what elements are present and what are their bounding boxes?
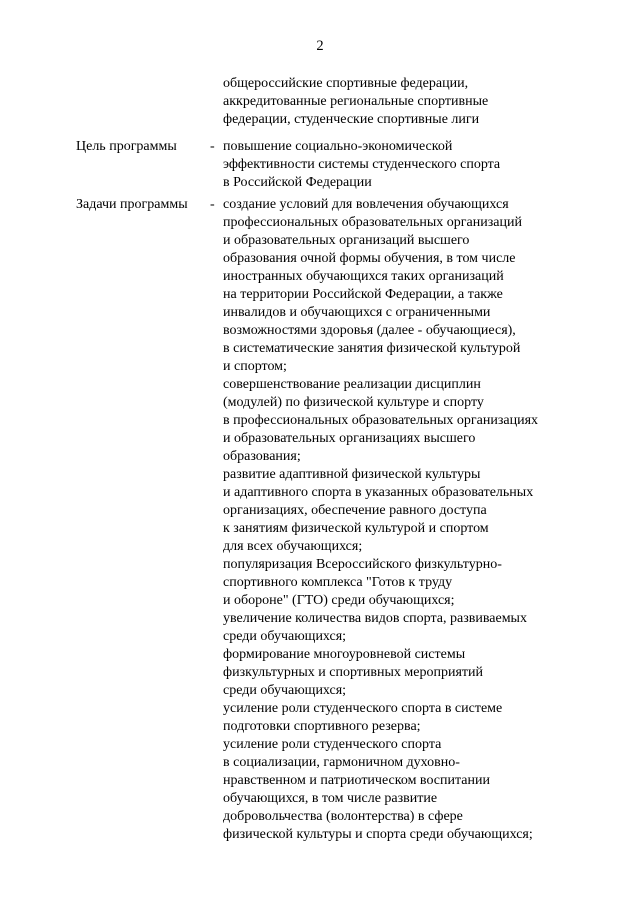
- tasks-line: профессиональных образовательных организаций: [223, 215, 522, 230]
- tasks-line: и обороне" (ГТО) среди обучающихся;: [223, 593, 455, 608]
- tasks-dash: -: [210, 197, 215, 212]
- tasks-line: обучающихся, в том числе развитие: [223, 791, 438, 806]
- intro-line: аккредитованные региональные спортивные: [223, 94, 489, 109]
- tasks-line: иностранных обучающихся таких организаций: [223, 269, 504, 284]
- tasks-line: формирование многоуровневой системы: [223, 647, 466, 662]
- tasks-line: организациях, обеспечение равного доступа: [223, 503, 487, 518]
- tasks-line: физической культуры и спорта среди обучающихся;: [223, 827, 533, 842]
- tasks-line: и образовательных организациях высшего: [223, 431, 476, 446]
- tasks-line: среди обучающихся;: [223, 683, 347, 698]
- tasks-line: в профессиональных образовательных организациях: [223, 413, 539, 428]
- tasks-line: усиление роли студенческого спорта в системе: [223, 701, 503, 716]
- tasks-line: нравственном и патриотическом воспитании: [223, 773, 490, 788]
- tasks-line: образования;: [223, 449, 301, 464]
- intro-text: [223, 75, 488, 129]
- tasks-line: и образовательных организаций высшего: [223, 233, 470, 248]
- goal-dash: -: [210, 139, 215, 154]
- tasks-line: и спортом;: [223, 359, 287, 374]
- goal-line: эффективности системы студенческого спорта: [223, 157, 501, 172]
- tasks-line: в систематические занятия физической культурой: [223, 341, 521, 356]
- tasks-line: добровольчества (волонтерства) в сфере: [223, 809, 463, 824]
- intro-line: общероссийские спортивные федерации,: [223, 76, 469, 91]
- tasks-line: к занятиям физической культурой и спортом: [223, 521, 489, 536]
- tasks-line: инвалидов и обучающихся с ограниченными: [223, 305, 491, 320]
- tasks-line: создание условий для вовлечения обучающихся: [223, 197, 509, 212]
- tasks-line: и адаптивного спорта в указанных образовательных: [223, 485, 534, 500]
- tasks-line: на территории Российской Федерации, а также: [223, 287, 503, 302]
- tasks-line: возможностями здоровья (далее - обучающиеся),: [223, 323, 516, 338]
- tasks-line: среди обучающихся;: [223, 629, 347, 644]
- goal-label: Цель программы: [76, 139, 177, 154]
- tasks-line: (модулей) по физической культуре и спорту: [223, 395, 484, 410]
- tasks-text: [223, 196, 538, 844]
- tasks-line: усиление роли студенческого спорта: [223, 737, 442, 752]
- tasks-line: для всех обучающихся;: [223, 539, 363, 554]
- tasks-line: увеличение количества видов спорта, развиваемых: [223, 611, 527, 626]
- page-number: 2: [316, 38, 324, 54]
- goal-text: [223, 138, 500, 192]
- tasks-line: физкультурных и спортивных мероприятий: [223, 665, 483, 680]
- tasks-line: развитие адаптивной физической культуры: [223, 467, 481, 482]
- tasks-line: подготовки спортивного резерва;: [223, 719, 421, 734]
- tasks-line: образования очной формы обучения, в том числе: [223, 251, 516, 266]
- goal-line: повышение социально-экономической: [223, 139, 453, 154]
- tasks-line: спортивного комплекса "Готов к труду: [223, 575, 453, 590]
- tasks-line: совершенствование реализации дисциплин: [223, 377, 481, 392]
- goal-line: в Российской Федерации: [223, 175, 372, 190]
- tasks-line: популяризация Всероссийского физкультурно-: [223, 557, 502, 572]
- intro-line: федерации, студенческие спортивные лиги: [223, 112, 480, 127]
- tasks-line: в социализации, гармоничном духовно-: [223, 755, 460, 770]
- tasks-label: Задачи программы: [76, 197, 188, 212]
